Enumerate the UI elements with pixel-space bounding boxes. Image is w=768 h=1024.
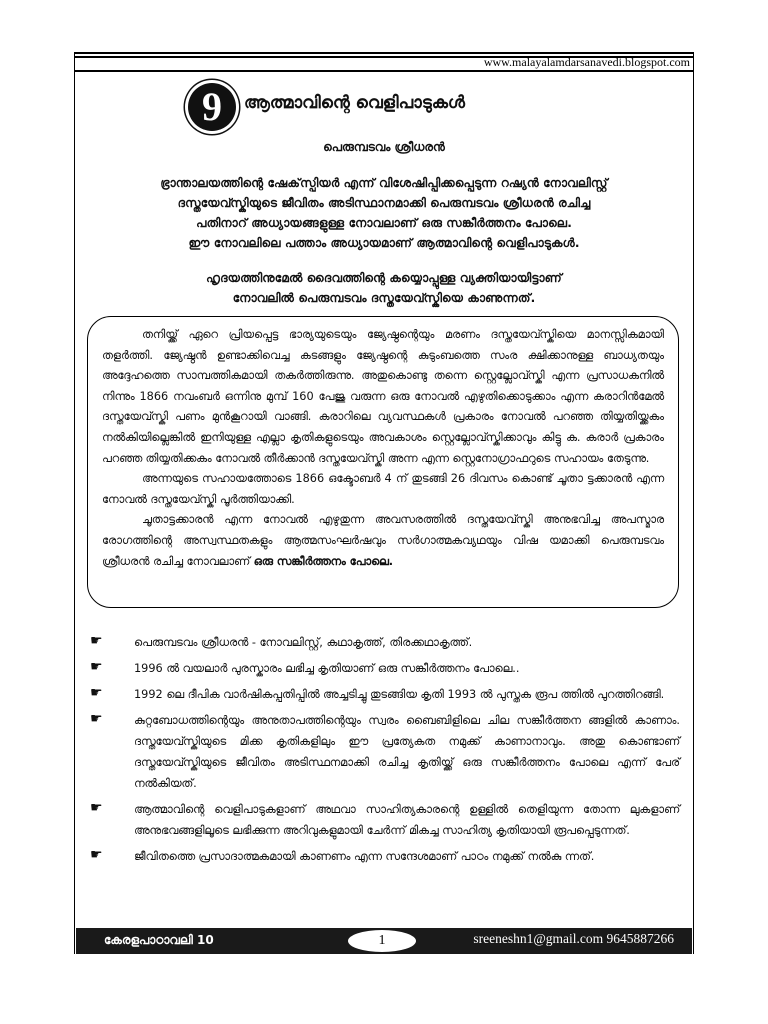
top-rule: [74, 52, 694, 54]
intro-line: ഈ നോവലിലെ പത്താം അധ്യായമാണ് ആത്മാവിന്റെ വെളിപാടുകൾ.: [188, 236, 580, 250]
summary-paragraph-3: [102, 510, 664, 572]
page-title: ആത്മാവിന്റെ വെളിപാടുകൾ: [244, 93, 466, 113]
contact-info: sreeneshn1@gmail.com 9645887266: [473, 931, 674, 946]
list-item-text: 1996 ൽ വയലാർ പുരസ്കാരം ലഭിച്ച കൃതിയാണ് ഒരു സങ്കീർത്തനം പോലെ..: [134, 662, 520, 675]
intro2-line: നോവലിൽ പെരുമ്പടവം ദസ്തയേവ്സ്കിയെ കാണുന്നത്.: [232, 291, 536, 305]
footer-bar: [76, 928, 692, 954]
pointing-hand-icon: ☛: [90, 659, 103, 675]
pointing-hand-icon: ☛: [90, 800, 103, 816]
list-item-text: 1992 ലെ ദീപിക വാർഷികപ്പതിപ്പിൽ അച്ചടിച്ചു തുടങ്ങിയ കൃതി 1993 ൽ പുസ്തക രൂപ ത്തിൽ പുറത്തിറങ്ങി.: [134, 688, 665, 701]
list-item: [90, 632, 680, 653]
intro-line: പതിനാറ് അധ്യായങ്ങളുള്ള നോവലാണ് ഒരു സങ്കീർത്തനം പോലെ.: [196, 216, 572, 230]
intro-line: ദസ്തയേവ്സ്കിയുടെ ജീവിതം അടിസ്ഥാനമാക്കി പെരുമ്പടവം ശ്രീധരൻ രചിച്ച: [177, 196, 591, 210]
intro-line: ഭ്രാന്താലയത്തിന്റെ ഷേക്‌സ്പിയർ എന്ന് വിശേഷിപ്പിക്കപ്പെടുന്ന റഷ്യൻ നോവലിസ്റ്റ്: [160, 176, 608, 190]
chapter-number: 9: [188, 83, 236, 131]
website-url[interactable]: www.malayalamdarsanavedi.blogspot.com: [483, 55, 690, 69]
header-rule: [74, 70, 694, 72]
intro2-line: ഹൃദയത്തിനുമേൽ ദൈവത്തിന്റെ കയ്യൊപ്പുള്ള വ്യക്തിയായിട്ടാണ്: [206, 271, 562, 285]
summary-paragraph-1: തനിയ്ക്ക് ഏറെ പ്രിയപ്പെട്ട ഭാര്യയുടെയും ജ്യേഷ്ഠന്റെയും മരണം ദസ്തയേവ്സ്കിയെ മാനസ്സികമായി തളർത്തി. ജ്യേഷ്ഠൻ ഉണ്ടാക്കിവെച്ച കടങ്ങളും ജ്യേഷ്ഠന്റെ കുടുംബത്തെ സംര ക്ഷിക്കാനുള്ള ബാധ്യതയും അദ്ദേഹത്തെ സാമ്പത്തികമായി തകർത്തിരുന്നു. അതുകൊണ്ടു തന്നെ സ്റ്റെല്ലോവ്സ്കി എന്ന പ്രസാധകനിൽ നിന്നും 1866 നവംബർ ഒന്നിനു മുമ്പ് 160 പേജു വരുന്ന ഒരു നോവൽ എഴുതിക്കൊടുക്കാം എന്ന കരാറിൻമേൽ ദസ്തയേവ്സ്കി പണം മുൻകൂറായി വാങ്ങി. കരാറിലെ വ്യവസ്ഥകൾ പ്രകാരം നോവൽ പറഞ്ഞ തിയ്യതിയ്ക്കകം നൽകിയില്ലെങ്കിൽ ഇനിയുള്ള എല്ലാ കൃതികളുടെയും അവകാശം സ്റ്റെല്ലോവ്സ്കിക്കാവും കിട്ടു ക. കരാർ പ്രകാരം പറഞ്ഞ തിയ്യതിക്കകം നോവൽ തീർക്കാൻ ദസ്തയേവ്സ്കി അന്ന എന്ന സ്റ്റെനോഗ്രാഫറുടെ സഹായം തേടുന്നു.: [102, 328, 664, 465]
bullet-list: [90, 632, 680, 872]
list-item-text: കുറ്റബോധത്തിന്റെയും അനുതാപത്തിന്റെയും സ്വരം ബൈബിളിലെ ചില സങ്കീർത്തന ങ്ങളിൽ കാണാം. ദസ്തയേവ്സ്കിയുടെ മിക്ക കൃതികളിലും ഈ പ്രത്യേകത നമുക്ക് കാണാനാവും. അതു കൊണ്ടാണ് ദസ്തയേവ്സ്കിയുടെ ജീവിതം അടിസ്ഥനമാക്കി രചിച്ച കൃതിയ്ക്ക് ഒരു സങ്കീർത്തനം പോലെ എന്ന് പേര് നൽകിയത്.: [134, 714, 680, 790]
intro-paragraph: [90, 173, 678, 253]
list-item: [90, 846, 680, 867]
list-item: [90, 799, 680, 841]
list-item-text: ജീവിതത്തെ പ്രസാദാത്മകമായി കാണണം എന്ന സന്ദേശമാണ് പാഠം നമുക്ക് നൽകു ന്നത്.: [134, 850, 595, 863]
list-item-text: പെരുമ്പടവം ശ്രീധരൻ - നോവലിസ്റ്റ്, കഥാകൃത്ത്, തിരക്കഥാകൃത്ത്.: [134, 636, 473, 649]
pointing-hand-icon: ☛: [90, 633, 103, 649]
summary-paragraph-3-text: ചൂതാട്ടക്കാരൻ എന്ന നോവൽ എഴുതുന്ന അവസരത്തിൽ ദസ്തയേവ്സ്കി അനുഭവിച്ച അപസ്മാര രോഗത്തിന്റെ അസ്വസ്ഥതകളും ആത്മസംഘർഷവും സർഗാത്മകവ്യഥയും വിഷ യമാക്കി പെരുമ്പടവം ശ്രീധരൻ രചിച്ച നോവലാണ്: [102, 513, 664, 568]
pointing-hand-icon: ☛: [90, 711, 103, 727]
list-item-text: ആത്മാവിന്റെ വെളിപാടുകളാണ് അഥവാ സാഹിത്യകാരന്റെ ഉള്ളിൽ തെളിയുന്ന തോന്ന ലുകളാണ് അനുഭവങ്ങളിലൂടെ ലഭിക്കുന്ന അറിവുകളുമായി ചേർന്ന് മികച്ച സാഹിത്യ കൃതിയായി രൂപപ്പെടുന്നത്.: [134, 803, 680, 837]
intro-paragraph-2: [90, 268, 678, 308]
novel-name: ഒരു സങ്കീർത്തനം പോലെ.: [253, 554, 394, 568]
summary-paragraph-2: അന്നയുടെ സഹായത്തോടെ 1866 ഒക്ടോബർ 4 ന് തുടങ്ങി 26 ദിവസം കൊണ്ട് ചൂതാ ട്ടക്കാരൻ എന്ന നോവൽ ദസ്തയേവ്സ്കി പൂർത്തിയാക്കി.: [102, 472, 664, 506]
chapter-title: [188, 83, 588, 131]
pointing-hand-icon: ☛: [90, 685, 103, 701]
list-item: [90, 684, 680, 705]
author-name: പെരുമ്പടവം ശ്രീധരൻ: [323, 140, 445, 154]
summary-box: [87, 316, 679, 608]
page-number: 1: [348, 930, 416, 952]
list-item: [90, 710, 680, 794]
pointing-hand-icon: ☛: [90, 847, 103, 863]
list-item: [90, 658, 680, 679]
textbook-name: കേരളപാഠാവലി 10: [104, 933, 214, 947]
